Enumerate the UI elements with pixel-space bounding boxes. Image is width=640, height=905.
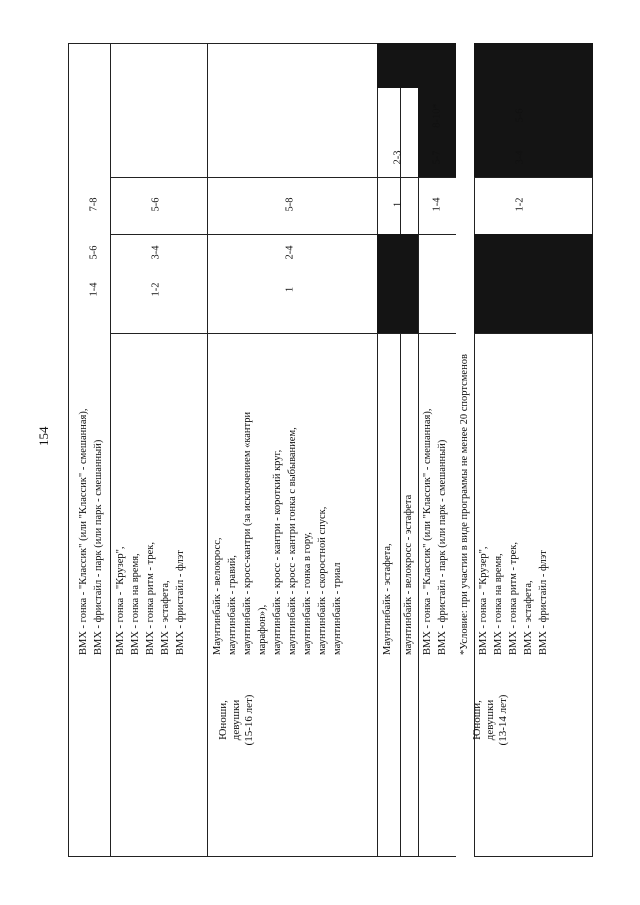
mtb-relay: Маунтинбайк - эстафета,	[382, 543, 393, 655]
bmx-other-block-13: BMX - гонка - "Крузер", BMX - гонка на время, BMX - гонка ритм - трек, BMX - эстафета, BMX - фристайл - флэт	[478, 541, 549, 655]
shaded-cell	[377, 234, 418, 333]
shaded-cell	[377, 43, 418, 88]
value-cell: 1	[392, 201, 404, 208]
value-cell: 5-8	[284, 197, 296, 212]
col-line	[110, 43, 111, 857]
value-cell: 5-7	[431, 150, 443, 165]
value-cell: 2-3	[392, 150, 404, 165]
bmx-classic-block-13: BMX - гонка - "Классик" (или "Классик" - смешанная), BMX - фристайл - парк (или парк - смешанный)	[422, 408, 448, 655]
value-cell: 5-6	[150, 197, 162, 212]
shaded-cell	[474, 234, 593, 333]
mtb-velocross-relay: маунтинбайк - велокросс - эстафета	[403, 494, 414, 655]
value-cell: 5-6	[514, 108, 526, 123]
value-cell: 5-6	[88, 245, 100, 260]
value-cell: 1-2	[514, 197, 526, 212]
value-cell: 3-4	[514, 150, 526, 165]
page-number: 154	[36, 426, 51, 446]
value-cell: 3-4	[150, 245, 162, 260]
value-cell: 1	[284, 286, 296, 293]
value-cell: 7-8	[88, 197, 100, 212]
group-label-13-14: Юноши, девушки (13-14 лет)	[471, 694, 509, 746]
row-line	[110, 333, 593, 334]
bmx-classic-block: BMX - гонка - "Классик" (или "Классик" - смешанная), BMX - фристайл - парк (или парк - смешанный)	[78, 408, 104, 655]
col-line	[207, 43, 208, 857]
value-cell: 1-2	[150, 282, 162, 297]
condition-note: *Условие: при участии в виде программы не менее 20 спортсменов	[459, 354, 470, 655]
group-label-15-16: Юноши, девушки (15-16 лет)	[217, 694, 255, 746]
col-line	[377, 43, 378, 857]
bmx-other-block: BMX - гонка - "Крузер", BMX - гонка на время, BMX - гонка ритм - трек, BMX - эстафета, BMX - фристайл - флэт	[115, 541, 186, 655]
shaded-cell	[474, 43, 593, 88]
value-cell: 2-4	[284, 245, 296, 260]
value-cell: 8-10*	[431, 103, 443, 128]
mtb-block: Маунтинбайк - велокросс, маунтинбайк - гравий, маунтинбайк - кросс-кантри (за исключением «кантри марафон»), маунтинбайк - кросс - кантри - короткий круг, маунтинбайк - кросс - кантри гонка с выбыванием, маунтинбайк - гонка в гору, маунтинбайк - скоростной спуск, маунтинбайк - триал	[212, 411, 343, 655]
value-cell: 1-4	[88, 282, 100, 297]
value-cell: 1-4	[431, 197, 443, 212]
